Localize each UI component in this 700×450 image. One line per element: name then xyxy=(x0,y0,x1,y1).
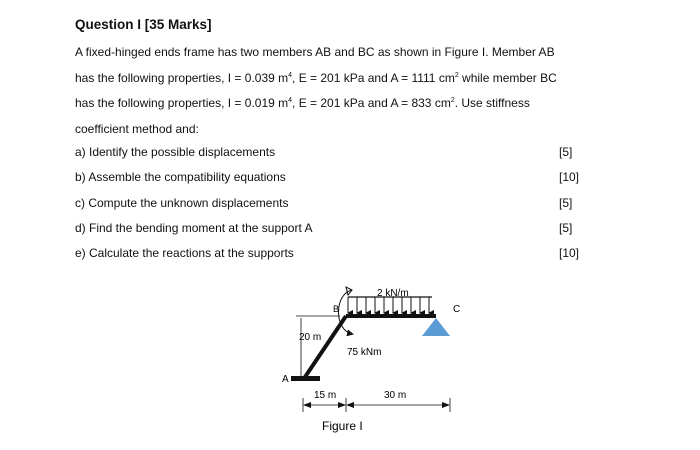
intro-line-3-sup-a: 4 xyxy=(288,97,293,104)
intro-line-2-text-a: has the following properties, I = 0.039 m xyxy=(75,70,289,85)
intro-line-3-text-c: . Use stiffness xyxy=(454,96,530,110)
height-label: 20 m xyxy=(299,332,322,343)
height-dimension xyxy=(296,316,340,376)
member-ab xyxy=(303,316,346,380)
task-marks: [5] xyxy=(559,145,573,159)
task-marks: [10] xyxy=(559,170,580,185)
intro-line-3-sup-b: 2 xyxy=(450,97,455,104)
task-text: d) Find the bending moment at the support A xyxy=(75,220,313,235)
question-title: Question I [35 Marks] xyxy=(75,17,212,32)
distributed-load xyxy=(348,297,432,313)
task-text: e) Calculate the reactions at the supports xyxy=(75,246,294,261)
node-b-label: B xyxy=(333,304,340,314)
task-text: c) Compute the unknown displacements xyxy=(75,195,289,210)
load-label: 2 kN/m xyxy=(377,288,409,299)
task-marks: [10] xyxy=(559,246,580,261)
fixed-support-a xyxy=(291,376,320,381)
task-marks: [5] xyxy=(559,195,573,210)
span-ab-label: 15 m xyxy=(314,390,337,401)
pin-support-c xyxy=(422,318,450,336)
figure-caption: Figure I xyxy=(322,419,363,433)
moment-label: 75 kNm xyxy=(347,347,382,358)
task-text: a) Identify the possible displacements xyxy=(75,145,276,159)
intro-line-2-sup-b: 2 xyxy=(454,71,459,79)
intro-line-4-text: coefficient method and: xyxy=(75,121,199,136)
intro-line-2-sup-a: 4 xyxy=(288,71,293,79)
intro-line-3-text-a: has the following properties, I = 0.019 m xyxy=(75,96,289,110)
task-marks: [5] xyxy=(559,220,573,235)
intro-line-2-text-b: , E = 201 kPa and A = 1111 cm xyxy=(292,70,455,85)
intro-line-3-text-b: , E = 201 kPa and A = 833 cm xyxy=(292,96,451,110)
span-bc-label: 30 m xyxy=(384,390,407,401)
task-text: b) Assemble the compatibility equations xyxy=(75,170,286,185)
intro-line-2-text-c: while member BC xyxy=(458,70,557,85)
intro-line-1-text: A fixed-hinged ends frame has two members AB and BC as shown in Figure I. Member AB xyxy=(75,45,555,59)
node-a-label: A xyxy=(282,374,289,385)
node-c-label: C xyxy=(453,304,461,315)
